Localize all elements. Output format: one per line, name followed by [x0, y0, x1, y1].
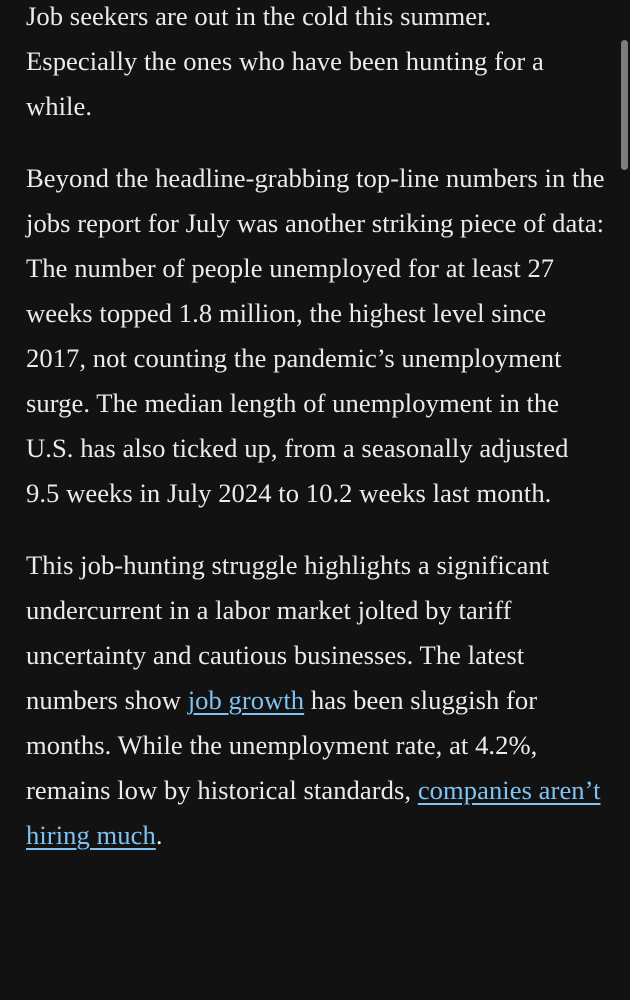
paragraph-1: Job seekers are out in the cold this summer. Especially the ones who have been hunting for a while.	[26, 1, 544, 121]
paragraph-3	[26, 543, 606, 858]
paragraph-3-text-3: .	[155, 820, 163, 850]
paragraph-3-text-1: This job-hunting struggle highlights a significant undercurrent in a labor market jolted by tariff uncertainty and cautious businesses. The latest numbers show	[26, 550, 550, 715]
paragraph-3-text-2: has been sluggish for months. While the unemployment rate, at 4.2%, remains low by historical standards,	[26, 685, 538, 805]
article-body	[26, 0, 606, 885]
companies-hiring-link[interactable]: companies aren’t hiring much	[26, 775, 601, 850]
paragraph-2: Beyond the headline-grabbing top-line numbers in the jobs report for July was another striking piece of data: The number of people unemployed for at least 27 weeks topped 1.8 million, the highest level since 2017, not counting the pandemic’s unemployment surge. The median length of unemployment in the U.S. has also ticked up, from a seasonally adjusted 9.5 weeks in July 2024 to 10.2 weeks last month.	[26, 163, 605, 508]
scrollbar-thumb[interactable]	[621, 40, 628, 170]
job-growth-link[interactable]: job growth	[187, 685, 305, 715]
